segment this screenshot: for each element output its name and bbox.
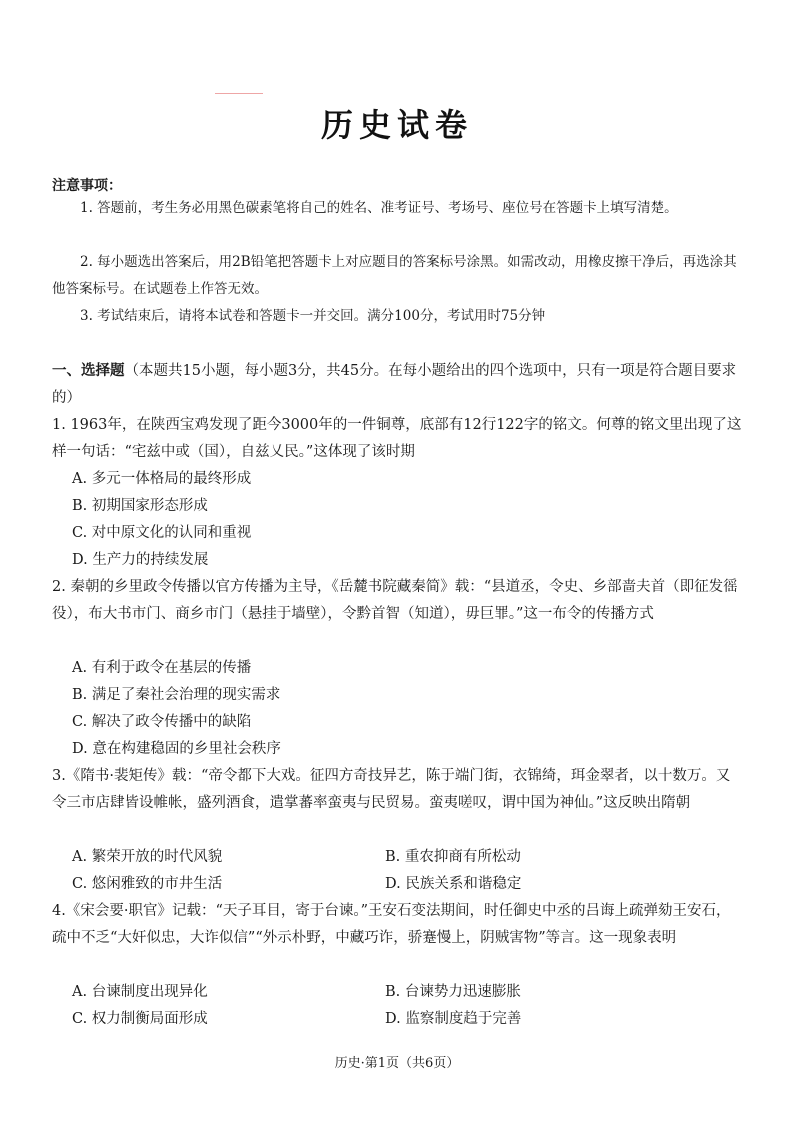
option: D. 监察制度趋于完善 xyxy=(385,1011,522,1027)
section-desc: （本题共15小题，每小题3分，共45分。在每小题给出的四个选项中，只有一项是符合题目要求的） xyxy=(52,363,737,406)
option: D. 民族关系和谐稳定 xyxy=(385,876,522,892)
option: C. 悠闲雅致的市井生活 xyxy=(72,876,223,892)
page-footer: 历史·第1页（共6页） xyxy=(334,1056,460,1071)
question-stem: 1. 1963年，在陕西宝鸡发现了距今3000年的一件铜尊，底部有12行122字的铭文。何尊的铭文里出现了这样一句话：“宅兹中或（国），自兹乂民。”这体现了该时期 xyxy=(52,417,742,460)
option: C. 对中原文化的认同和重视 xyxy=(72,525,252,541)
red-stamp-mark xyxy=(215,93,263,94)
note-item: 3. 考试结束后，请将本试卷和答题卡一并交回。满分100分，考试用时75分钟 xyxy=(80,308,546,324)
option: A. 多元一体格局的最终形成 xyxy=(72,471,252,487)
page-title: 历史试卷 xyxy=(320,106,473,144)
option: A. 台谏制度出现异化 xyxy=(72,984,208,1000)
option: B. 初期国家形态形成 xyxy=(72,498,208,514)
section-header xyxy=(52,358,744,412)
option: C. 权力制衡局面形成 xyxy=(72,1011,208,1027)
option: A. 繁荣开放的时代风貌 xyxy=(72,849,223,865)
notes-heading: 注意事项： xyxy=(52,178,122,194)
option: D. 意在构建稳固的乡里社会秩序 xyxy=(72,741,281,757)
option: B. 满足了秦社会治理的现实需求 xyxy=(72,687,281,703)
note-item: 1. 答题前，考生务必用黑色碳素笔将自己的姓名、准考证号、考场号、座位号在答题卡上填写清楚。 xyxy=(80,200,678,216)
question-stem: 2. 秦朝的乡里政令传播以官方传播为主导，《岳麓书院藏秦简》载：“县道丞，令史、乡部啬夫首（即征发徭役），布大书市门、商乡市门（悬挂于墙壁），令黔首智（知道），毋巨罪。”这一布令的传播方式 xyxy=(52,579,738,622)
section-label: 一、选择题 xyxy=(52,363,125,379)
option: A. 有利于政令在基层的传播 xyxy=(72,660,252,676)
question-stem: 4.《宋会要·职官》记载：“天子耳目，寄于台谏。”王安石变法期间，时任御史中丞的吕诲上疏弹劾王安石，疏中不乏“大奸似忠，大诈似信”“外示朴野，中藏巧诈，骄蹇慢上，阴贼害物”等言。这一现象表明 xyxy=(52,903,731,946)
option: D. 生产力的持续发展 xyxy=(72,552,209,568)
note-item: 2. 每小题选出答案后，用2B铅笔把答题卡上对应题目的答案标号涂黑。如需改动，用橡皮擦干净后，再选涂其他答案标号。在试题卷上作答无效。 xyxy=(52,254,737,297)
option: B. 重农抑商有所松动 xyxy=(385,849,521,865)
option: C. 解决了政令传播中的缺陷 xyxy=(72,714,252,730)
question-stem: 3.《隋书·裴矩传》载：“帝令都下大戏。征四方奇技异艺，陈于端门街，衣锦绮，珥金翠者，以十数万。又令三市店肆皆设帷帐，盛列酒食，遣掌蕃率蛮夷与民贸易。蛮夷嗟叹，谓中国为神仙。”这反映出隋朝 xyxy=(52,768,731,811)
option: B. 台谏势力迅速膨胀 xyxy=(385,984,521,1000)
